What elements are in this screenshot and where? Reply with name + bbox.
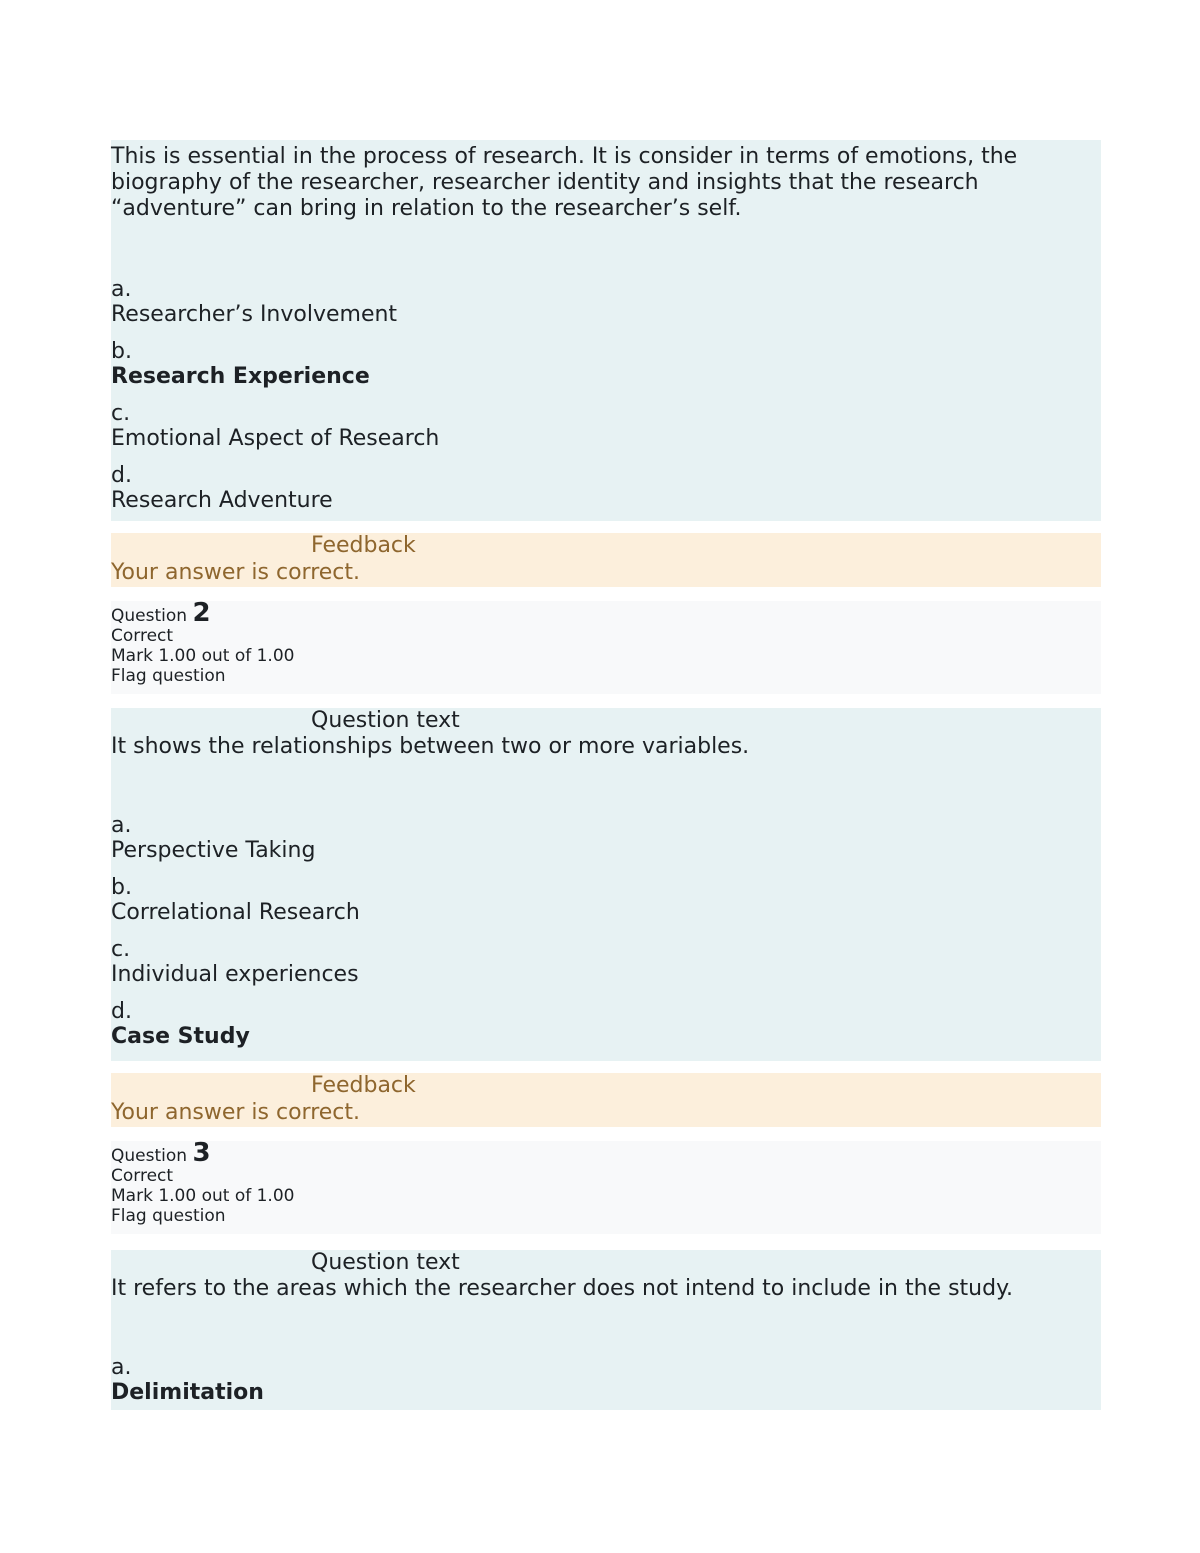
question-label: Question [111, 1146, 188, 1166]
option-text[interactable]: Researcher’s Involvement [111, 302, 398, 327]
question-number [111, 1138, 1101, 1168]
question-1-content [111, 140, 1101, 521]
question-1-answers [111, 278, 1101, 514]
option-text-selected[interactable]: Research Experience [111, 364, 370, 389]
question-2-feedback [111, 1073, 1101, 1127]
option-letter: d. [111, 463, 132, 488]
question-number [111, 598, 1101, 628]
feedback-title: Feedback [311, 1073, 416, 1098]
question-text-heading: Question text [311, 1250, 460, 1275]
quiz-review-page [111, 140, 1101, 1410]
option-letter: b. [111, 875, 132, 900]
question-2-info [111, 598, 1101, 694]
question-text-heading: Question text [311, 708, 460, 733]
question-mark: Mark 1.00 out of 1.00 [111, 646, 295, 666]
question-mark: Mark 1.00 out of 1.00 [111, 1186, 295, 1206]
option-text[interactable]: Perspective Taking [111, 838, 316, 863]
option-text-selected[interactable]: Case Study [111, 1024, 250, 1049]
question-number-value: 3 [192, 1138, 211, 1168]
question-1-text: This is essential in the process of research. It is consider in terms of emotions, the biography of the researcher, researcher identity and insights that the research “adventure” can bring in relation to the researcher’s self. [111, 144, 1018, 221]
question-3-answers [111, 1356, 1101, 1406]
flag-question-link[interactable]: Flag question [111, 666, 226, 686]
option-letter: d. [111, 999, 132, 1024]
question-2-text: It shows the relationships between two or more variables. [111, 734, 750, 759]
question-state: Correct [111, 1166, 174, 1186]
option-text[interactable]: Research Adventure [111, 488, 333, 513]
feedback-text: Your answer is correct. [111, 560, 361, 585]
question-3-text: It refers to the areas which the researcher does not intend to include in the study. [111, 1276, 1013, 1301]
option-letter: c. [111, 937, 131, 962]
option-letter: c. [111, 401, 131, 426]
feedback-title: Feedback [311, 533, 416, 558]
question-state: Correct [111, 626, 174, 646]
flag-question-link[interactable]: Flag question [111, 1206, 226, 1226]
option-letter: a. [111, 1355, 132, 1380]
question-2-content [111, 708, 1101, 1061]
option-letter: a. [111, 813, 132, 838]
option-text-selected[interactable]: Delimitation [111, 1380, 264, 1405]
option-text[interactable]: Individual experiences [111, 962, 359, 987]
question-2-answers [111, 814, 1101, 1050]
question-number-value: 2 [192, 598, 211, 628]
option-text[interactable]: Emotional Aspect of Research [111, 426, 440, 451]
question-3-content [111, 1250, 1101, 1410]
option-text[interactable]: Correlational Research [111, 900, 360, 925]
question-3-info [111, 1138, 1101, 1234]
question-1-feedback [111, 533, 1101, 587]
question-label: Question [111, 606, 188, 626]
feedback-text: Your answer is correct. [111, 1100, 361, 1125]
option-letter: a. [111, 277, 132, 302]
option-letter: b. [111, 339, 132, 364]
